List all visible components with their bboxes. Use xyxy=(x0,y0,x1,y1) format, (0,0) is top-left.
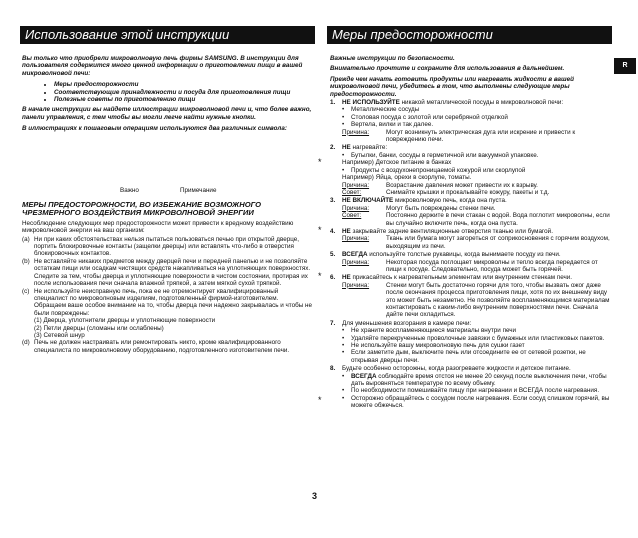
page-number: 3 xyxy=(312,491,318,501)
list-item xyxy=(22,339,312,354)
rule-dot: • Если заметите дым, выключите печь или отсоедините ее от сетевой розетки, не открывая дверцы печи. xyxy=(342,349,586,364)
item-key: (a) xyxy=(22,235,30,243)
item-c-extra: Обращаем ваше особое внимание на то, чтобы дверца печи надежно закрывалась и чтобы не были повреждены: xyxy=(34,302,312,317)
safety-intro-1: Важные инструкции по безопасности. xyxy=(330,55,455,62)
rule-reason: Причина: Некоторая посуда поглощает микроволны и тепло всегда передается от пищи к посуде. Следовательно, посуда может быть горячей. xyxy=(342,258,598,273)
bullet-item: • Меры предосторожности xyxy=(54,81,312,88)
rule-reason: Причина: Возрастание давления может привести их к взрыву. xyxy=(342,181,538,189)
precautions-intro: Несоблюдение следующих мер предосторожности может привести к вредному воздействию микроволновой энергии на ваш организм: xyxy=(22,219,294,235)
rule-dot: • Не храните воспламеняющиеся материалы внутри печи xyxy=(342,327,517,335)
rule-tip: Совет: Постоянно держите в печи стакан с водой. Вода поглотит микроволны, если вы случайно включите печь, когда она пуста. xyxy=(342,212,610,227)
legend-important: Важно xyxy=(120,186,139,194)
safety-intro-2: Внимательно прочтите и сохраните для использования в дальнейшем. xyxy=(330,65,565,73)
list-item xyxy=(22,236,312,258)
left-header: Использование этой инструкции xyxy=(20,26,315,44)
rule-5: 5. ВСЕГДА используйте толстые рукавицы, когда вынимаете посуду из печи. xyxy=(330,251,561,259)
language-tab: R xyxy=(614,58,636,74)
rule-dot: • Бутылки, банки, сосуды в герметичной или вакуумной упаковке. xyxy=(342,151,539,159)
rule-dot: • Вертела, вилки и так далее. xyxy=(342,121,434,129)
margin-star: * xyxy=(318,225,322,235)
list-item xyxy=(22,258,312,288)
left-column xyxy=(22,55,312,354)
safety-intro-3: Прежде чем начать готовить продукты или нагревать жидкости в вашей микроволновой печи, убедитесь в том, что выполнены следующие меры предосторожности. xyxy=(330,75,574,98)
legend-note: Примечание xyxy=(180,186,217,194)
bullet-item: • Соответствующие принадлежности и посуда для приготовления пищи xyxy=(54,89,312,96)
item-text: Ни при каких обстоятельствах нельзя пытаться пользоваться печью при открытой дверце, портить блокировочные контакты (защелки дверцы) или вставлять что-либо в отверстия блокировочных контактов. xyxy=(34,235,300,258)
margin-star: * xyxy=(318,157,322,167)
item-c-sub: (3) Сетевой шнур xyxy=(34,331,85,339)
item-c-sub: (2) Петли дверцы (сломаны или ослаблены) xyxy=(34,324,164,332)
right-column xyxy=(330,55,610,410)
rule-dot: • Удаляйте перекрученные проволочные завязки с бумажных или пластиковых пакетов. xyxy=(342,334,605,342)
item-key: (b) xyxy=(22,257,30,265)
item-text: Не используйте неисправную печь, пока ее не отремонтирует квалифицированный специалист по микроволновым изделиям, подготовленный фирмой-изготовителем. xyxy=(34,287,279,302)
bullet-item: • Полезные советы по приготовлению пищи xyxy=(54,96,312,103)
rule-dot: • Осторожно обращайтесь с сосудом после нагревания. Если сосуд слишком горячий, вы можете обжечься. xyxy=(342,394,610,410)
rule-reason: Причина: Могут быть повреждены стенки печи. xyxy=(342,204,496,212)
rule-reason: Причина: Стенки могут быть достаточно горячи для того, чтобы вызвать ожог даже после окончания процесса приготовления пищи, хотя по их внешнему виду это может быть незаметно. Не позволяйте воспламеняющимся материалам контактировать с каким-либо внутренним поверхностями печи. Сначала дайте печи охладиться. xyxy=(342,281,610,319)
item-text: Печь не должен настраивать или ремонтировать никто, кроме квалифицированного специалиста по микроволновому оборудованию, подготовленного изготовителем печи. xyxy=(34,339,290,354)
rule-1: 1. НЕ ИСПОЛЬЗУЙТЕ никакой металлической посуды в микроволновой печи: xyxy=(330,99,564,107)
rule-7: 7. Для уменьшения возгорания в камере печи: xyxy=(330,319,472,327)
rule-dot: • Металлические сосуды xyxy=(342,106,420,114)
rule-4: 4. НЕ закрывайте задние вентиляционные отверстия тканью или бумагой. xyxy=(330,227,553,235)
intro-bullets xyxy=(22,81,312,103)
illustration-text: В начале инструкции вы найдете иллюстрации микроволновой печи и, что более важно, панели управления, с тем чтобы вы могли легче найти нужные кнопки. xyxy=(22,106,312,121)
rule-dot: • Продукты с воздухонепроницаемой кожурой или скорлупой xyxy=(342,166,526,174)
rule-reason: Причина: Ткань или бумага могут загореться от соприкосновения с горячим воздухом, выходящим из печи. xyxy=(342,235,610,250)
rule-2: 2. НЕ нагревайте: xyxy=(330,144,388,152)
right-header: Меры предосторожности xyxy=(327,26,612,44)
rule-8: 8. Будьте особенно осторожны, когда разогреваете жидкости и детское питание. xyxy=(330,365,571,373)
item-key: (d) xyxy=(22,339,30,347)
symbols-legend xyxy=(22,137,312,199)
rule-3: 3. НЕ ВКЛЮЧАЙТЕ микроволновую печь, когда она пуста. xyxy=(330,197,507,205)
margin-star: * xyxy=(318,395,322,405)
item-text: Не вставляйте никаких предметов между дверцей печи и передней панелью и не позволяйте остаткам пищи или осадкам чистящих средств накапливаться на уплотняющих поверхностях. Следите за тем, чтобы дверца и уплотняющие поверхности в чистом состоянии, протирая их после использования печи сначала влажной тряпкой, а затем мягкой сухой тряпкой. xyxy=(34,257,311,288)
rule-dot: • По необходимости помешивайте пищу при нагревании и ВСЕГДА после нагревания. xyxy=(342,387,600,395)
list-item xyxy=(22,288,312,303)
precautions-heading: МЕРЫ ПРЕДОСТОРОЖНОСТИ, ВО ИЗБЕЖАНИЕ ВОЗМОЖНОГО ЧРЕЗМЕРНОГО ВОЗДЕЙСТВИЯ МИКРОВОЛНОВОЙ ЭНЕРГИИ xyxy=(22,199,262,218)
item-c-sub: (1) Дверца, уплотнители дверцы и уплотняющие поверхности xyxy=(34,317,216,325)
symbols-text: В иллюстрациях к пошаговым операциям используются два различных символа: xyxy=(22,125,287,133)
rule-dot: • Столовая посуда с золотой или серебряной отделкой xyxy=(342,113,508,121)
intro-text: Вы только что приобрели микроволновую печь фирмы SAMSUNG. В инструкции для пользователя содержится много ценной информации о приготовлении пищи в вашей микроволновой печи: xyxy=(22,55,303,77)
item-key: (c) xyxy=(22,287,30,295)
rule-tip: Совет: Снимайте крышки и прокалывайте кожуру, пакеты и т.д. xyxy=(342,188,550,196)
rule-example: Например) Яйца, орехи в скорлупе, томаты. xyxy=(342,174,472,182)
rule-6: 6. НЕ прикасайтесь к нагревательным элементам или внутренним стенкам печи. xyxy=(330,274,573,282)
rule-reason: Причина: Могут возникнуть электрическая дуга или искрение и привести к повреждению печи. xyxy=(342,128,576,144)
rule-example: Например) Детское питание в банках xyxy=(342,159,452,167)
rule-dot: • ВСЕГДА соблюдайте время отстоя не менее 20 секунд после выключения печи, чтобы дать выровняться температуре по всему объему. xyxy=(342,372,607,388)
margin-star: * xyxy=(318,271,322,281)
rule-dot: • Не используйте вашу микроволновую печь для сушки газет xyxy=(342,342,525,350)
